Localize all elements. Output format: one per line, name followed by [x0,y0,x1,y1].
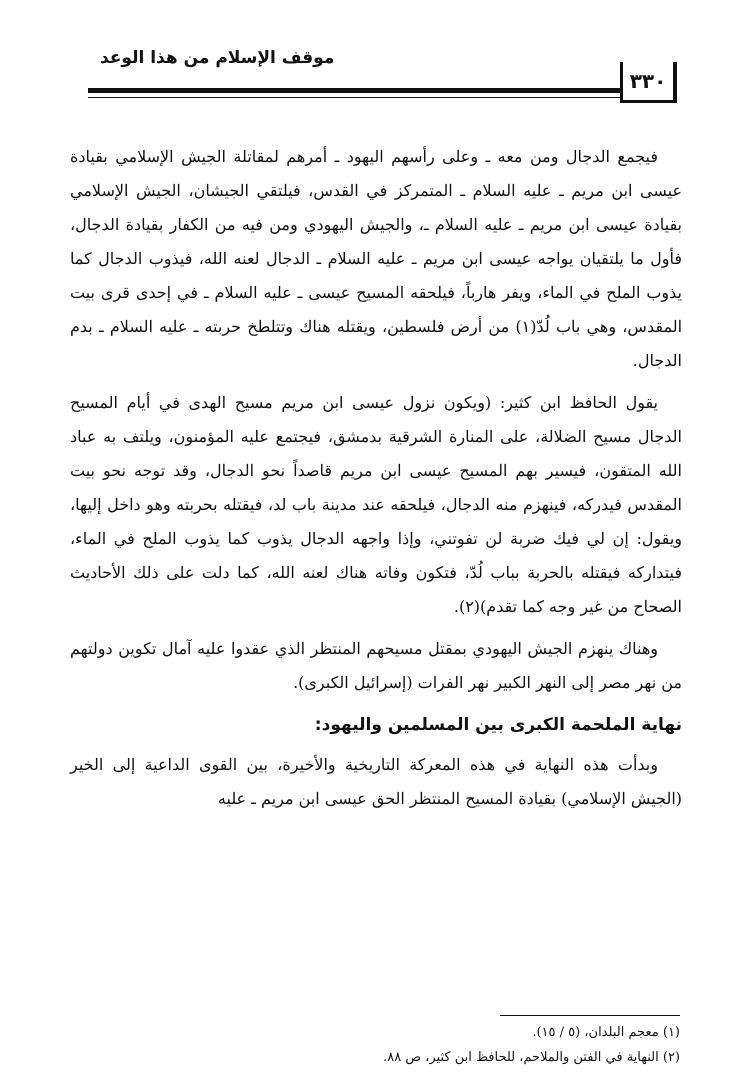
section-heading: نهاية الملحمة الكبرى بين المسلمين واليهود: [314,715,682,735]
main-text [70,140,682,824]
page-header [80,42,670,102]
paragraph: فيجمع الدجال ومن معه ـ وعلى رأسهم اليهود ـ أمرهم لمقاتلة الجيش الإسلامي بقيادة عيسى ابن مريم ـ عليه السلام ـ المتمركز في القدس، فيلتقي الجيشان، الجيش الإسلامي بقيادة عيسى ابن مريم ـ عليه السلام ـ، والجيش اليهودي ومن فيه من الكفار بقيادة الدجال، فأول ما يلتقيان يواجه عيسى ابن مريم ـ عليه السلام ـ الدجال لعنه الله، فيذوب الدجال كما يذوب الملح في الماء، ويفر هارباً، فيلحقه المسيح عيسى ـ عليه السلام ـ في إحدى قرى بيت المقدس، وهي باب لُدّ(١) من أرض فلسطين، ويقتله هناك وتتلطخ حربته ـ عليه السلام ـ بدم الدجال. [70,147,683,370]
page-number: ٣٣٠ [620,62,677,103]
footnote: (٢) النهاية في الفتن والملاحم، للحافظ ابن كثير، ص ٨٨. [383,1050,680,1065]
paragraph: يقول الحافظ ابن كثير: (ويكون نزول عيسى ابن مريم مسيح الهدى في أيام المسيح الدجال مسيح الضلالة، على المنارة الشرقية بدمشق، فيجتمع عليه المؤمنون، ويلتف به عباد الله المتقون، فيسير بهم المسيح عيسى ابن مريم قاصداً نحو الدجال، وقد توجه نحو بيت المقدس فيدركه، فينهزم منه الدجال، فيلحقه عند مدينة باب لد، فيقتله بحربته وهو داخل إليها، ويقول: إن لي فيك ضربة لن تفوتني، وإذا واجهه الدجال يذوب كما يذوب الملح في الماء، فيتداركه فيقتله بالحربة بباب لُدّ، فتكون وفاته هناك لعنه الله، كما دلت على ذلك الأحاديث الصحاح من غير وجه كما تقدم)(٢). [70,393,683,616]
running-title: موقف الإسلام من هذا الوعد [100,48,335,68]
header-rule-thick [88,88,620,93]
footnote: (١) معجم البلدان، (٥ / ١٥). [532,1025,680,1040]
paragraph: وهناك ينهزم الجيش اليهودي بمقتل مسيحهم المنتظر الذي عقدوا عليه آمال تكوين دولتهم من نهر مصر إلى النهر الكبير نهر الفرات (إسرائيل الكبرى). [70,639,682,692]
header-rule-thin [88,97,620,98]
paragraph: وبدأت هذه النهاية في هذه المعركة التاريخية والأخيرة، بين القوى الداعية إلى الخير (الجيش الإسلامي) بقيادة المسيح المنتظر الحق عيسى ابن مريم ـ عليه [70,755,682,808]
footnote-divider [500,1015,680,1016]
footnotes [160,1020,680,1070]
